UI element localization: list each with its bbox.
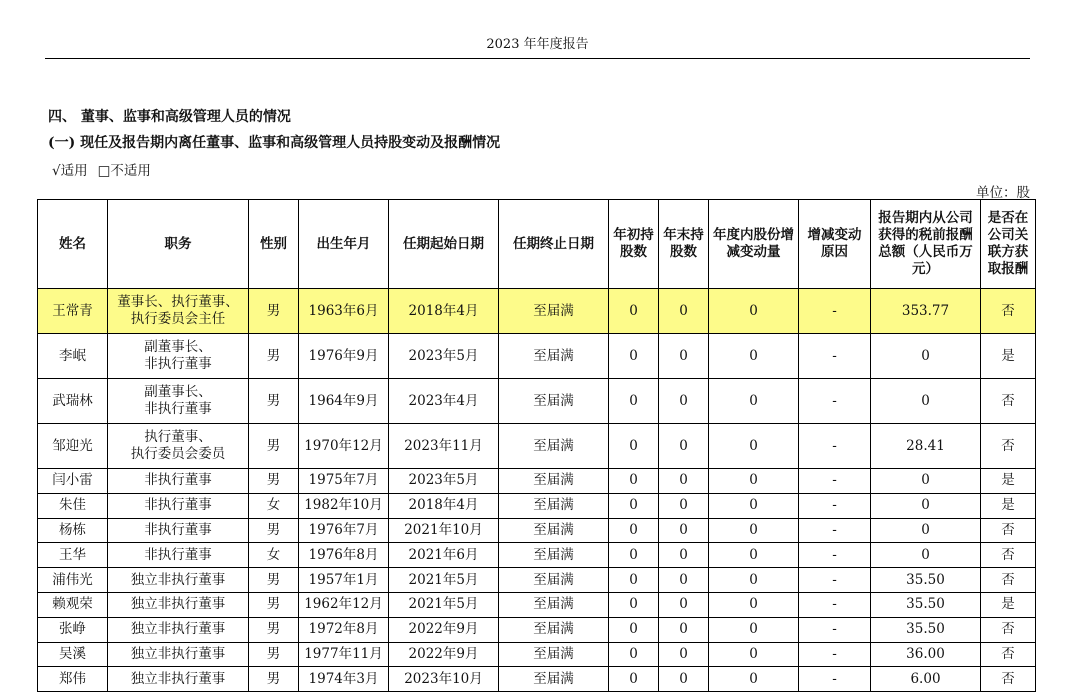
begin-shares-cell: 0 xyxy=(609,469,659,494)
shareholding-table xyxy=(37,199,1036,692)
gender-cell: 男 xyxy=(249,518,299,543)
reason-cell: - xyxy=(799,568,871,593)
reason-cell: - xyxy=(799,592,871,617)
related-pay-cell: 否 xyxy=(981,543,1036,568)
change-cell: 0 xyxy=(709,518,799,543)
birth-cell: 1970年12月 xyxy=(299,424,389,469)
start-date-cell: 2021年5月 xyxy=(389,592,499,617)
table-row xyxy=(38,424,1036,469)
header-cell: 职务 xyxy=(108,200,249,289)
reason-cell: - xyxy=(799,493,871,518)
end-shares-cell: 0 xyxy=(659,289,709,334)
start-date-cell: 2021年6月 xyxy=(389,543,499,568)
change-cell: 0 xyxy=(709,424,799,469)
start-date-cell: 2023年11月 xyxy=(389,424,499,469)
begin-shares-cell: 0 xyxy=(609,334,659,379)
table-row xyxy=(38,469,1036,494)
end-shares-cell: 0 xyxy=(659,424,709,469)
pay-cell: 0 xyxy=(871,493,981,518)
header-cell: 性别 xyxy=(249,200,299,289)
pay-cell: 35.50 xyxy=(871,592,981,617)
reason-cell: - xyxy=(799,424,871,469)
gender-cell: 女 xyxy=(249,543,299,568)
position-line: 执行董事、 xyxy=(144,429,212,445)
reason-cell: - xyxy=(799,667,871,692)
end-date-cell: 至届满 xyxy=(499,617,609,642)
end-date-cell: 至届满 xyxy=(499,289,609,334)
position-line: 非执行董事 xyxy=(144,472,212,489)
birth-cell: 1974年3月 xyxy=(299,667,389,692)
end-date-cell: 至届满 xyxy=(499,543,609,568)
end-date-cell: 至届满 xyxy=(499,568,609,593)
table-row xyxy=(38,493,1036,518)
table-header-row xyxy=(38,200,1036,289)
position-cell xyxy=(108,568,249,593)
end-shares-cell: 0 xyxy=(659,518,709,543)
change-cell: 0 xyxy=(709,592,799,617)
begin-shares-cell: 0 xyxy=(609,518,659,543)
name-cell: 闫小雷 xyxy=(38,469,108,494)
start-date-cell: 2021年5月 xyxy=(389,568,499,593)
table-row xyxy=(38,667,1036,692)
begin-shares-cell: 0 xyxy=(609,379,659,424)
table-row xyxy=(38,379,1036,424)
reason-cell: - xyxy=(799,617,871,642)
pay-cell: 0 xyxy=(871,518,981,543)
gender-cell: 男 xyxy=(249,469,299,494)
pay-cell: 6.00 xyxy=(871,667,981,692)
end-date-cell: 至届满 xyxy=(499,592,609,617)
related-pay-cell: 否 xyxy=(981,379,1036,424)
position-line: 董事长、执行董事、 xyxy=(117,294,239,310)
name-cell: 吴溪 xyxy=(38,642,108,667)
table-row xyxy=(38,642,1036,667)
start-date-cell: 2023年4月 xyxy=(389,379,499,424)
start-date-cell: 2023年10月 xyxy=(389,667,499,692)
header-cell: 年初持股数 xyxy=(609,200,659,289)
header-cell: 增减变动原因 xyxy=(799,200,871,289)
position-cell xyxy=(108,289,249,334)
position-cell xyxy=(108,493,249,518)
position-line: 非执行董事 xyxy=(144,546,212,563)
end-shares-cell: 0 xyxy=(659,493,709,518)
begin-shares-cell: 0 xyxy=(609,667,659,692)
position-cell xyxy=(108,667,249,692)
position-cell xyxy=(108,379,249,424)
section-title: 四、 董事、监事和高级管理人员的情况 xyxy=(48,109,291,125)
name-cell: 王华 xyxy=(38,543,108,568)
begin-shares-cell: 0 xyxy=(609,642,659,667)
begin-shares-cell: 0 xyxy=(609,543,659,568)
header-cell: 姓名 xyxy=(38,200,108,289)
change-cell: 0 xyxy=(709,334,799,379)
header-cell: 出生年月 xyxy=(299,200,389,289)
birth-cell: 1976年9月 xyxy=(299,334,389,379)
pay-cell: 28.41 xyxy=(871,424,981,469)
name-cell: 李岷 xyxy=(38,334,108,379)
name-cell: 浦伟光 xyxy=(38,568,108,593)
position-cell xyxy=(108,424,249,469)
birth-cell: 1964年9月 xyxy=(299,379,389,424)
name-cell: 邹迎光 xyxy=(38,424,108,469)
related-pay-cell: 否 xyxy=(981,518,1036,543)
change-cell: 0 xyxy=(709,543,799,568)
name-cell: 杨栋 xyxy=(38,518,108,543)
position-line: 非执行董事 xyxy=(144,356,212,372)
birth-cell: 1982年10月 xyxy=(299,493,389,518)
end-shares-cell: 0 xyxy=(659,543,709,568)
end-shares-cell: 0 xyxy=(659,334,709,379)
begin-shares-cell: 0 xyxy=(609,617,659,642)
reason-cell: - xyxy=(799,642,871,667)
begin-shares-cell: 0 xyxy=(609,493,659,518)
gender-cell: 女 xyxy=(249,493,299,518)
position-cell xyxy=(108,334,249,379)
start-date-cell: 2022年9月 xyxy=(389,642,499,667)
pay-cell: 35.50 xyxy=(871,617,981,642)
begin-shares-cell: 0 xyxy=(609,289,659,334)
name-cell: 王常青 xyxy=(38,289,108,334)
name-cell: 武瑞林 xyxy=(38,379,108,424)
position-cell xyxy=(108,592,249,617)
header-cell: 任期起始日期 xyxy=(389,200,499,289)
gender-cell: 男 xyxy=(249,568,299,593)
end-date-cell: 至届满 xyxy=(499,667,609,692)
end-shares-cell: 0 xyxy=(659,617,709,642)
birth-cell: 1962年12月 xyxy=(299,592,389,617)
header-cell: 年度内股份增减变动量 xyxy=(709,200,799,289)
position-line: 非执行董事 xyxy=(144,401,212,417)
gender-cell: 男 xyxy=(249,424,299,469)
page-header: 2023 年年度报告 xyxy=(45,33,1030,59)
end-shares-cell: 0 xyxy=(659,592,709,617)
change-cell: 0 xyxy=(709,642,799,667)
end-date-cell: 至届满 xyxy=(499,493,609,518)
birth-cell: 1957年1月 xyxy=(299,568,389,593)
change-cell: 0 xyxy=(709,493,799,518)
related-pay-cell: 否 xyxy=(981,667,1036,692)
related-pay-cell: 是 xyxy=(981,493,1036,518)
position-line: 独立非执行董事 xyxy=(130,670,226,687)
position-cell xyxy=(108,543,249,568)
table-row xyxy=(38,568,1036,593)
change-cell: 0 xyxy=(709,379,799,424)
table-row xyxy=(38,543,1036,568)
birth-cell: 1963年6月 xyxy=(299,289,389,334)
gender-cell: 男 xyxy=(249,334,299,379)
related-pay-cell: 是 xyxy=(981,469,1036,494)
section-subtitle: (一) 现任及报告期内离任董事、监事和高级管理人员持股变动及报酬情况 xyxy=(48,135,501,151)
begin-shares-cell: 0 xyxy=(609,424,659,469)
related-pay-cell: 否 xyxy=(981,617,1036,642)
end-shares-cell: 0 xyxy=(659,568,709,593)
gender-cell: 男 xyxy=(249,592,299,617)
birth-cell: 1975年7月 xyxy=(299,469,389,494)
end-date-cell: 至届满 xyxy=(499,469,609,494)
gender-cell: 男 xyxy=(249,289,299,334)
change-cell: 0 xyxy=(709,667,799,692)
related-pay-cell: 否 xyxy=(981,642,1036,667)
table-row xyxy=(38,592,1036,617)
end-date-cell: 至届满 xyxy=(499,424,609,469)
reason-cell: - xyxy=(799,469,871,494)
end-date-cell: 至届满 xyxy=(499,642,609,667)
birth-cell: 1976年8月 xyxy=(299,543,389,568)
reason-cell: - xyxy=(799,289,871,334)
change-cell: 0 xyxy=(709,469,799,494)
birth-cell: 1977年11月 xyxy=(299,642,389,667)
change-cell: 0 xyxy=(709,289,799,334)
position-cell xyxy=(108,617,249,642)
related-pay-cell: 是 xyxy=(981,334,1036,379)
position-line: 非执行董事 xyxy=(144,521,212,538)
pay-cell: 0 xyxy=(871,379,981,424)
start-date-cell: 2023年5月 xyxy=(389,469,499,494)
related-pay-cell: 否 xyxy=(981,289,1036,334)
change-cell: 0 xyxy=(709,617,799,642)
name-cell: 朱佳 xyxy=(38,493,108,518)
birth-cell: 1972年8月 xyxy=(299,617,389,642)
position-line: 副董事长、 xyxy=(144,339,212,355)
position-line: 执行委员会主任 xyxy=(130,311,226,327)
change-cell: 0 xyxy=(709,568,799,593)
related-pay-cell: 否 xyxy=(981,424,1036,469)
end-date-cell: 至届满 xyxy=(499,334,609,379)
gender-cell: 男 xyxy=(249,642,299,667)
position-cell xyxy=(108,469,249,494)
end-shares-cell: 0 xyxy=(659,379,709,424)
header-cell: 报告期内从公司获得的税前报酬总额（人民币万元） xyxy=(871,200,981,289)
name-cell: 赖观荣 xyxy=(38,592,108,617)
start-date-cell: 2023年5月 xyxy=(389,334,499,379)
position-line: 独立非执行董事 xyxy=(130,596,226,613)
applicable-option[interactable]: √适用 xyxy=(52,163,88,179)
name-cell: 张峥 xyxy=(38,617,108,642)
end-date-cell: 至届满 xyxy=(499,379,609,424)
gender-cell: 男 xyxy=(249,379,299,424)
position-line: 独立非执行董事 xyxy=(130,645,226,662)
end-shares-cell: 0 xyxy=(659,642,709,667)
start-date-cell: 2018年4月 xyxy=(389,289,499,334)
begin-shares-cell: 0 xyxy=(609,568,659,593)
reason-cell: - xyxy=(799,334,871,379)
position-line: 副董事长、 xyxy=(144,384,212,400)
start-date-cell: 2021年10月 xyxy=(389,518,499,543)
pay-cell: 36.00 xyxy=(871,642,981,667)
name-cell: 郑伟 xyxy=(38,667,108,692)
header-cell: 年末持股数 xyxy=(659,200,709,289)
not-applicable-option[interactable]: □不适用 xyxy=(97,163,151,179)
position-line: 执行委员会委员 xyxy=(130,446,226,462)
gender-cell: 男 xyxy=(249,617,299,642)
reason-cell: - xyxy=(799,379,871,424)
pay-cell: 35.50 xyxy=(871,568,981,593)
position-line: 独立非执行董事 xyxy=(130,571,226,588)
applicability-line xyxy=(52,159,151,179)
end-shares-cell: 0 xyxy=(659,667,709,692)
position-cell xyxy=(108,518,249,543)
begin-shares-cell: 0 xyxy=(609,592,659,617)
pay-cell: 353.77 xyxy=(871,289,981,334)
reason-cell: - xyxy=(799,518,871,543)
table-row xyxy=(38,289,1036,334)
unit-label: 单位：股 xyxy=(976,185,1030,201)
related-pay-cell: 否 xyxy=(981,568,1036,593)
position-cell xyxy=(108,642,249,667)
reason-cell: - xyxy=(799,543,871,568)
pay-cell: 0 xyxy=(871,334,981,379)
table-row xyxy=(38,617,1036,642)
position-line: 非执行董事 xyxy=(144,497,212,514)
start-date-cell: 2022年9月 xyxy=(389,617,499,642)
start-date-cell: 2018年4月 xyxy=(389,493,499,518)
table-row xyxy=(38,334,1036,379)
end-date-cell: 至届满 xyxy=(499,518,609,543)
birth-cell: 1976年7月 xyxy=(299,518,389,543)
gender-cell: 男 xyxy=(249,667,299,692)
pay-cell: 0 xyxy=(871,543,981,568)
position-line: 独立非执行董事 xyxy=(130,621,226,638)
header-cell: 任期终止日期 xyxy=(499,200,609,289)
table-row xyxy=(38,518,1036,543)
end-shares-cell: 0 xyxy=(659,469,709,494)
related-pay-cell: 是 xyxy=(981,592,1036,617)
pay-cell: 0 xyxy=(871,469,981,494)
header-cell: 是否在公司关联方获取报酬 xyxy=(981,200,1036,289)
